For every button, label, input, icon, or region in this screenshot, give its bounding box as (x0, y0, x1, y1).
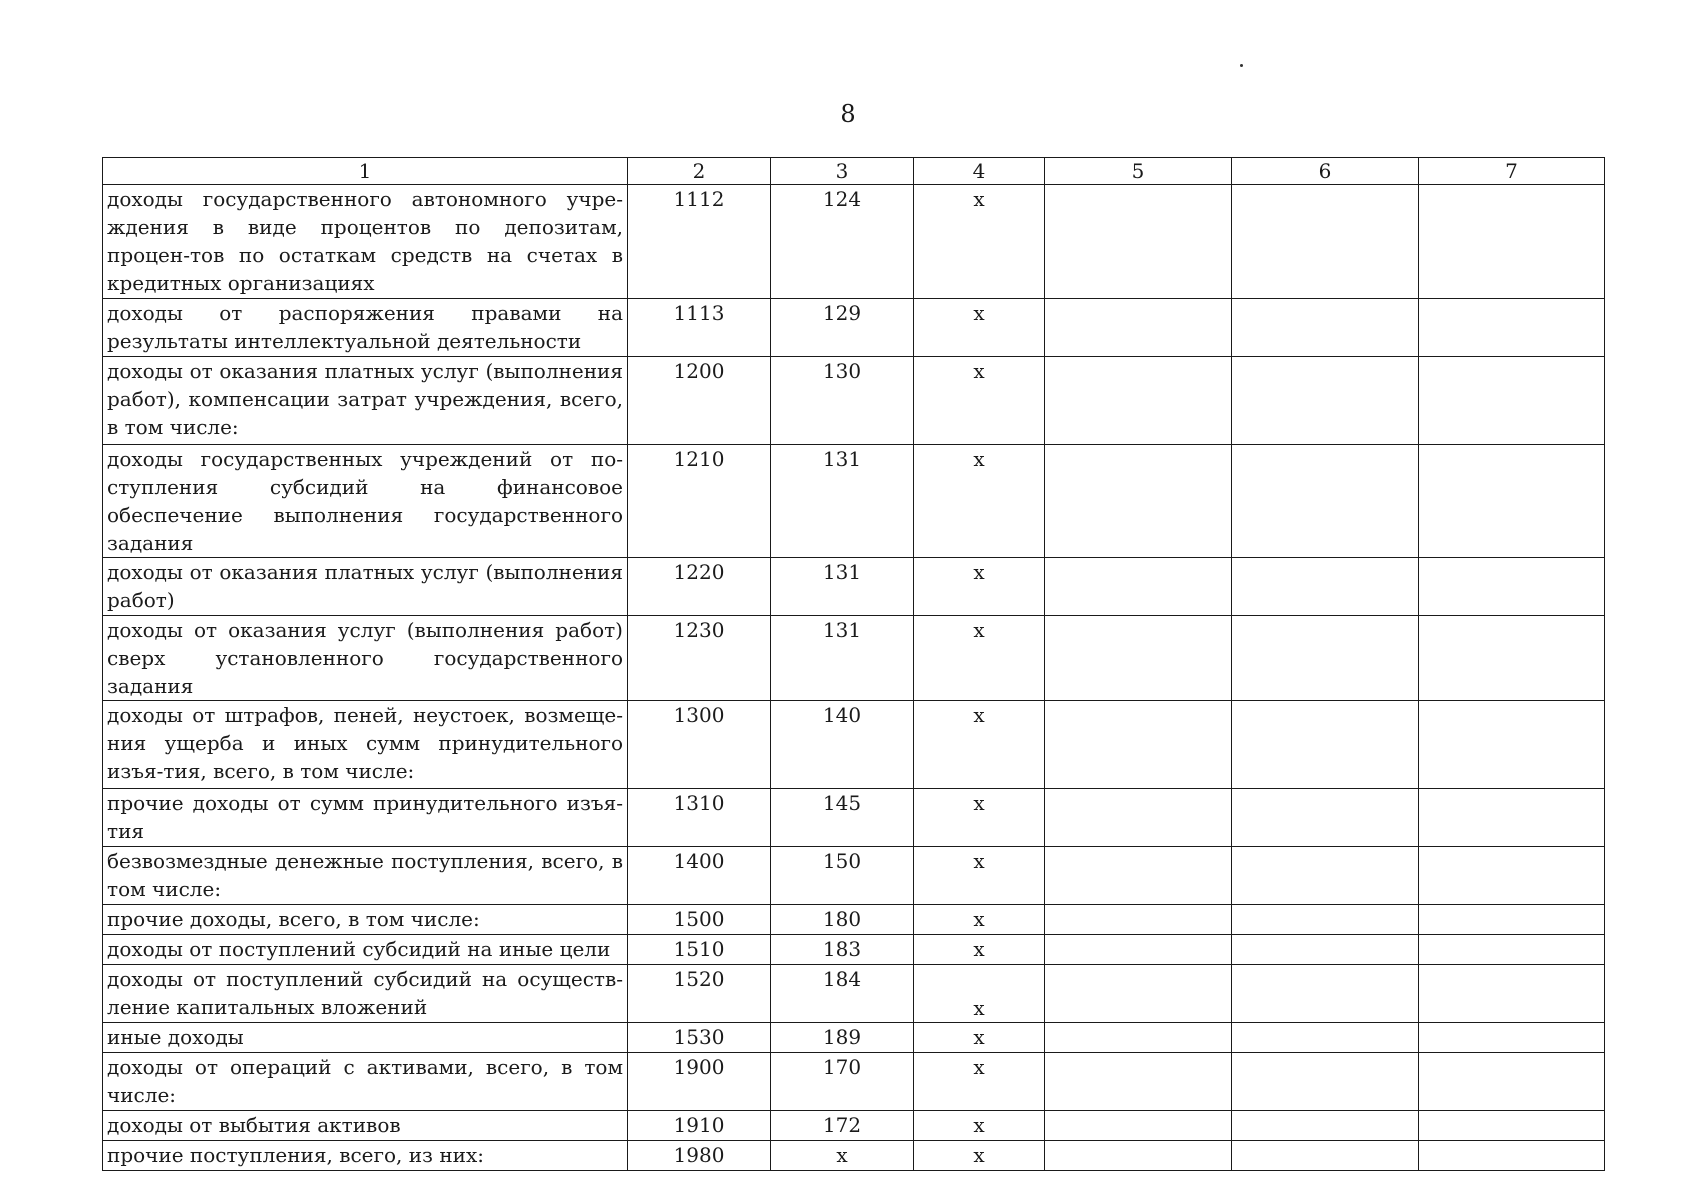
col4-mark: x (914, 1141, 1045, 1171)
column-header: 5 (1045, 158, 1232, 185)
value-cell (1419, 847, 1605, 905)
kosgu-code: 124 (771, 185, 914, 299)
kosgu-code: 170 (771, 1053, 914, 1111)
table-row (103, 935, 1605, 965)
col4-mark: x (914, 616, 1045, 701)
col4-mark: x (914, 701, 1045, 789)
value-cell (1045, 185, 1232, 299)
value-cell (1232, 847, 1419, 905)
column-header: 6 (1232, 158, 1419, 185)
indicator-name: доходы от поступлений субсидий на иные цели (103, 935, 628, 965)
table-row (103, 445, 1605, 558)
scan-speck (1240, 64, 1243, 67)
value-cell (1419, 905, 1605, 935)
value-cell (1045, 1023, 1232, 1053)
column-header: 4 (914, 158, 1045, 185)
value-cell (1419, 701, 1605, 789)
line-code: 1210 (628, 445, 771, 558)
value-cell (1232, 558, 1419, 616)
value-cell (1419, 1053, 1605, 1111)
col4-mark: x (914, 445, 1045, 558)
value-cell (1045, 935, 1232, 965)
indicator-name: доходы государственных учреждений от по-ступления субсидий на финансовое обеспечение выполнения государственного задания (103, 445, 628, 558)
line-code: 1910 (628, 1111, 771, 1141)
value-cell (1419, 616, 1605, 701)
value-cell (1419, 935, 1605, 965)
indicator-name: прочие доходы от сумм принудительного изъя-тия (103, 789, 628, 847)
value-cell (1419, 185, 1605, 299)
kosgu-code: 140 (771, 701, 914, 789)
line-code: 1980 (628, 1141, 771, 1171)
kosgu-code: 183 (771, 935, 914, 965)
value-cell (1045, 357, 1232, 445)
table-row (103, 357, 1605, 445)
col4-mark: x (914, 935, 1045, 965)
value-cell (1419, 965, 1605, 1023)
table-row (103, 616, 1605, 701)
table-row (103, 965, 1605, 1023)
col4-mark: x (914, 789, 1045, 847)
value-cell (1232, 185, 1419, 299)
kosgu-code: 131 (771, 558, 914, 616)
col4-mark: x (914, 1053, 1045, 1111)
line-code: 1300 (628, 701, 771, 789)
kosgu-code: 131 (771, 445, 914, 558)
value-cell (1419, 357, 1605, 445)
line-code: 1400 (628, 847, 771, 905)
value-cell (1232, 1023, 1419, 1053)
kosgu-code: 145 (771, 789, 914, 847)
col4-mark: x (914, 1023, 1045, 1053)
indicator-name: доходы от поступлений субсидий на осуществ-ление капитальных вложений (103, 965, 628, 1023)
line-code: 1220 (628, 558, 771, 616)
line-code: 1530 (628, 1023, 771, 1053)
col4-mark: x (914, 847, 1045, 905)
col4-mark: x (914, 905, 1045, 935)
value-cell (1045, 445, 1232, 558)
kosgu-code: x (771, 1141, 914, 1171)
indicator-name: прочие доходы, всего, в том числе: (103, 905, 628, 935)
line-code: 1113 (628, 299, 771, 357)
line-code: 1500 (628, 905, 771, 935)
value-cell (1232, 701, 1419, 789)
table-row (103, 299, 1605, 357)
kosgu-code: 184 (771, 965, 914, 1023)
table-row (103, 558, 1605, 616)
value-cell (1045, 1111, 1232, 1141)
kosgu-code: 130 (771, 357, 914, 445)
table-row (103, 1111, 1605, 1141)
indicator-name: доходы государственного автономного учре-ждения в виде процентов по депозитам, процен-тов по остаткам средств на счетах в кредитных организациях (103, 185, 628, 299)
value-cell (1232, 445, 1419, 558)
kosgu-code: 150 (771, 847, 914, 905)
value-cell (1419, 1023, 1605, 1053)
line-code: 1200 (628, 357, 771, 445)
column-number-row (103, 158, 1605, 185)
value-cell (1419, 445, 1605, 558)
indicator-name: доходы от распоряжения правами на результаты интеллектуальной деятельности (103, 299, 628, 357)
value-cell (1232, 965, 1419, 1023)
value-cell (1232, 789, 1419, 847)
table-row (103, 789, 1605, 847)
value-cell (1045, 847, 1232, 905)
kosgu-code: 172 (771, 1111, 914, 1141)
col4-mark: x (914, 299, 1045, 357)
value-cell (1419, 789, 1605, 847)
value-cell (1045, 701, 1232, 789)
indicator-name: доходы от оказания платных услуг (выполнения работ), компенсации затрат учреждения, всего, в том числе: (103, 357, 628, 445)
column-header: 1 (103, 158, 628, 185)
column-header: 2 (628, 158, 771, 185)
value-cell (1045, 1141, 1232, 1171)
table-row (103, 185, 1605, 299)
indicator-name: доходы от операций с активами, всего, в том числе: (103, 1053, 628, 1111)
indicator-name: прочие поступления, всего, из них: (103, 1141, 628, 1171)
value-cell (1232, 1053, 1419, 1111)
indicator-name: доходы от выбытия активов (103, 1111, 628, 1141)
value-cell (1045, 616, 1232, 701)
col4-mark: x (914, 965, 1045, 1023)
value-cell (1232, 299, 1419, 357)
income-table (102, 157, 1605, 1171)
value-cell (1232, 616, 1419, 701)
value-cell (1045, 905, 1232, 935)
kosgu-code: 129 (771, 299, 914, 357)
table-row (103, 905, 1605, 935)
value-cell (1232, 357, 1419, 445)
col4-mark: x (914, 1111, 1045, 1141)
line-code: 1112 (628, 185, 771, 299)
value-cell (1419, 1111, 1605, 1141)
line-code: 1900 (628, 1053, 771, 1111)
value-cell (1232, 935, 1419, 965)
line-code: 1520 (628, 965, 771, 1023)
indicator-name: доходы от оказания платных услуг (выполнения работ) (103, 558, 628, 616)
value-cell (1045, 558, 1232, 616)
value-cell (1045, 1053, 1232, 1111)
table-row (103, 1053, 1605, 1111)
line-code: 1230 (628, 616, 771, 701)
value-cell (1232, 1111, 1419, 1141)
kosgu-code: 189 (771, 1023, 914, 1053)
value-cell (1419, 558, 1605, 616)
col4-mark: x (914, 185, 1045, 299)
value-cell (1232, 1141, 1419, 1171)
page-number: 8 (840, 100, 856, 128)
indicator-name: иные доходы (103, 1023, 628, 1053)
value-cell (1045, 299, 1232, 357)
table-row (103, 1023, 1605, 1053)
indicator-name: доходы от штрафов, пеней, неустоек, возмеще-ния ущерба и иных сумм принудительного изъя-тия, всего, в том числе: (103, 701, 628, 789)
table-row (103, 1141, 1605, 1171)
table-row (103, 847, 1605, 905)
indicator-name: доходы от оказания услуг (выполнения работ) сверх установленного государственного задания (103, 616, 628, 701)
value-cell (1045, 965, 1232, 1023)
line-code: 1510 (628, 935, 771, 965)
value-cell (1045, 789, 1232, 847)
indicator-name: безвозмездные денежные поступления, всего, в том числе: (103, 847, 628, 905)
table-row (103, 701, 1605, 789)
value-cell (1419, 299, 1605, 357)
column-header: 3 (771, 158, 914, 185)
column-header: 7 (1419, 158, 1605, 185)
col4-mark: x (914, 357, 1045, 445)
kosgu-code: 180 (771, 905, 914, 935)
col4-mark: x (914, 558, 1045, 616)
kosgu-code: 131 (771, 616, 914, 701)
value-cell (1419, 1141, 1605, 1171)
line-code: 1310 (628, 789, 771, 847)
value-cell (1232, 905, 1419, 935)
